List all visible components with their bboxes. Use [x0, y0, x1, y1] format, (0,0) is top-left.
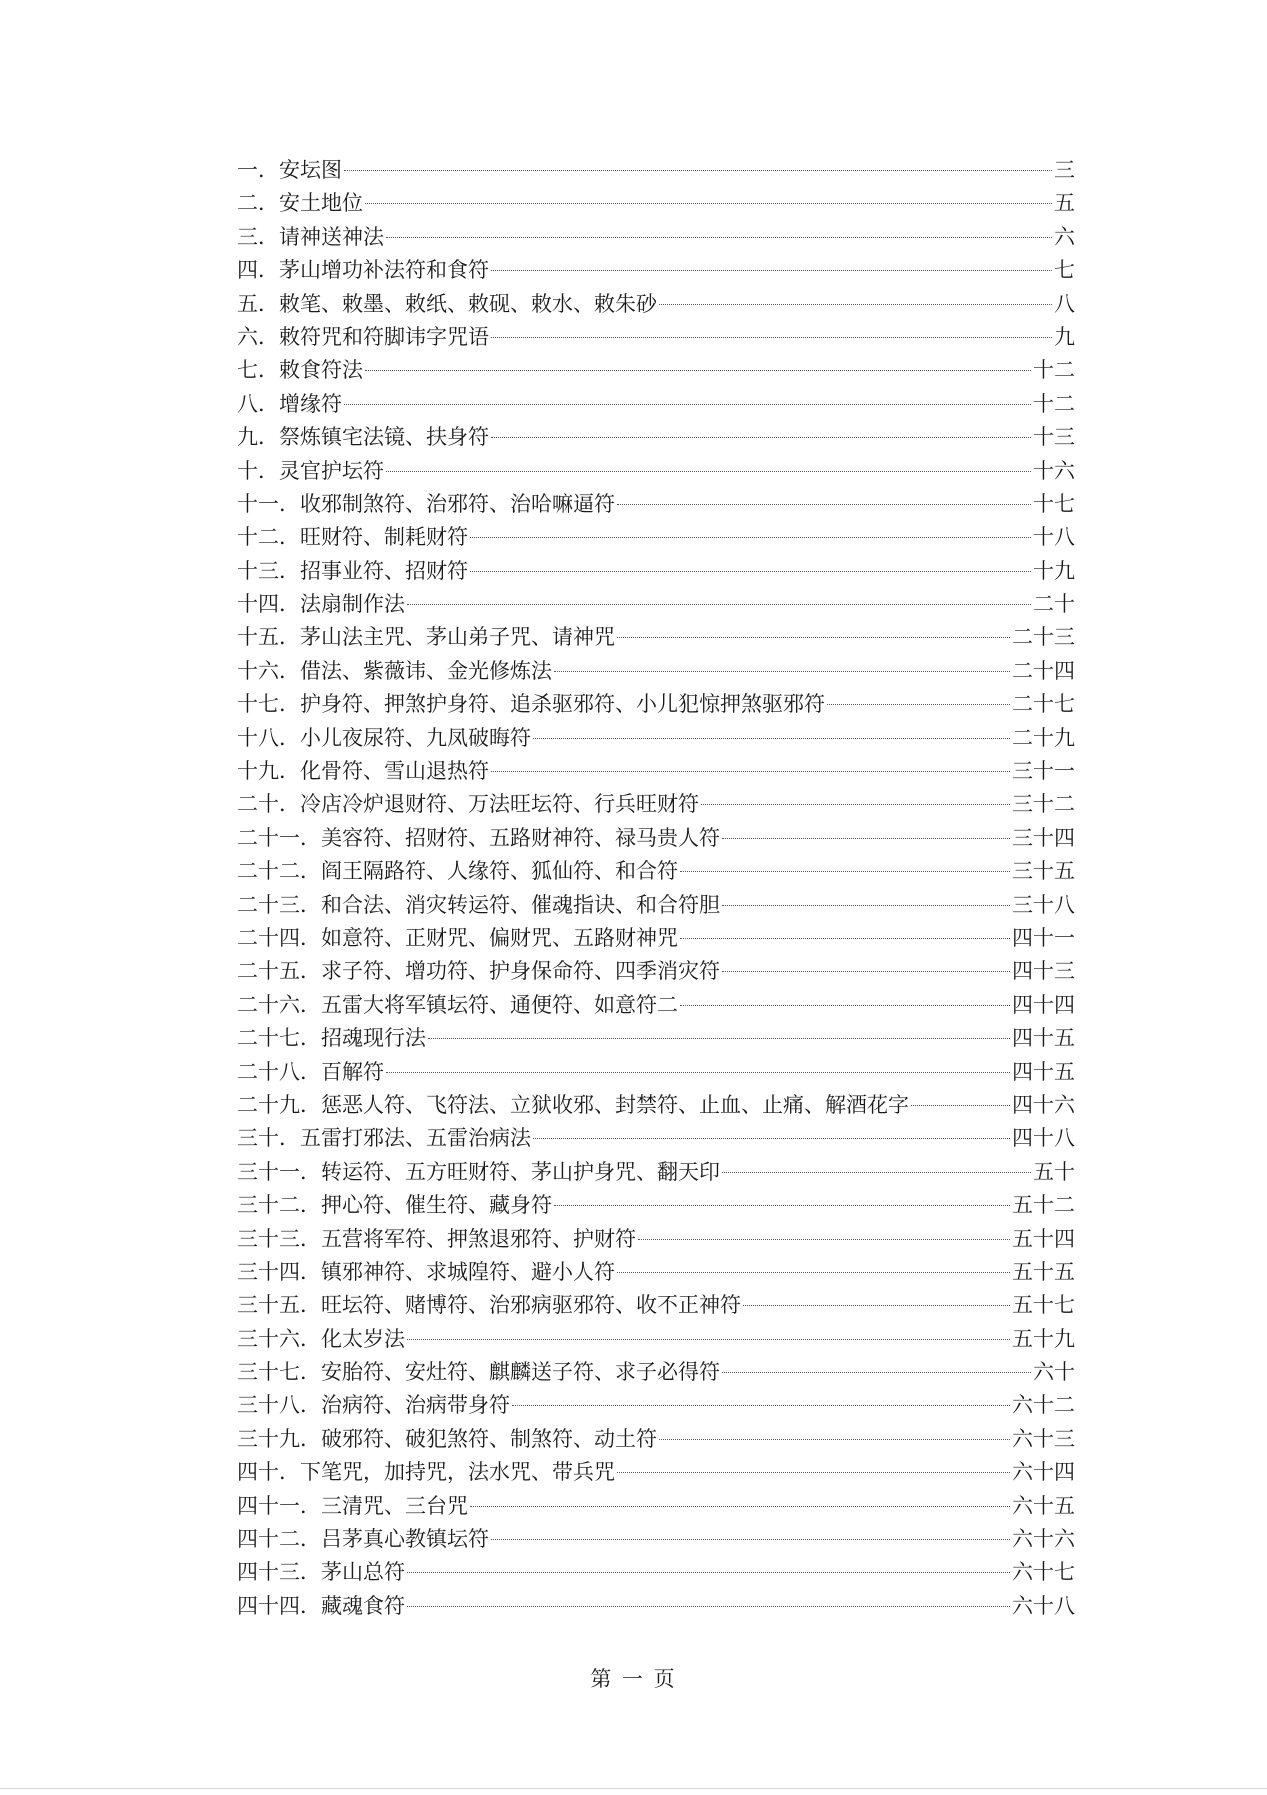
toc-entry-page-number: 五	[1054, 191, 1075, 216]
toc-dot-leader	[827, 704, 1010, 705]
toc-dot-leader	[470, 571, 1031, 572]
toc-entry-page-number: 三十四	[1012, 825, 1075, 850]
toc-entry[interactable]	[237, 1289, 1075, 1322]
toc-entry-page-number: 十二	[1033, 358, 1075, 383]
toc-entry-title: 四十二．吕茅真心教镇坛符	[237, 1527, 489, 1552]
toc-entry[interactable]	[237, 455, 1075, 488]
toc-entry[interactable]	[237, 1323, 1075, 1356]
toc-dot-leader	[386, 1072, 1010, 1073]
toc-entry-page-number: 十八	[1033, 525, 1075, 550]
toc-entry-page-number: 十六	[1033, 458, 1075, 483]
toc-entry-page-number: 四十一	[1012, 925, 1075, 950]
toc-entry[interactable]	[237, 1056, 1075, 1089]
toc-entry-page-number: 四十五	[1012, 1026, 1075, 1051]
toc-entry-page-number: 四十五	[1012, 1059, 1075, 1084]
toc-dot-leader	[344, 170, 1052, 171]
toc-entry-page-number: 五十四	[1012, 1226, 1075, 1251]
toc-entry-title: 四．茅山增功补法符和食符	[237, 258, 489, 283]
toc-dot-leader	[491, 771, 1010, 772]
toc-entry-title: 四十三．茅山总符	[237, 1560, 405, 1585]
toc-dot-leader	[491, 437, 1031, 438]
toc-entry[interactable]	[237, 722, 1075, 755]
toc-dot-leader	[491, 270, 1052, 271]
toc-dot-leader	[701, 804, 1010, 805]
toc-entry-page-number: 十七	[1033, 491, 1075, 516]
toc-dot-leader	[407, 1339, 1010, 1340]
toc-entry-page-number: 十三	[1033, 425, 1075, 450]
toc-entry[interactable]	[237, 1389, 1075, 1422]
toc-entry-title: 二十二．阎王隔路符、人缘符、狐仙符、和合符	[237, 859, 678, 884]
toc-entry-page-number: 五十二	[1012, 1193, 1075, 1218]
toc-entry-title: 三十三．五营将军符、押煞退邪符、护财符	[237, 1226, 636, 1251]
toc-dot-leader	[365, 203, 1052, 204]
toc-entry-title: 二十三．和合法、消灾转运符、催魂指诀、和合符胆	[237, 892, 720, 917]
toc-entry[interactable]	[237, 989, 1075, 1022]
toc-entry-page-number: 六十八	[1012, 1593, 1075, 1618]
toc-dot-leader	[407, 604, 1031, 605]
table-of-contents	[237, 154, 1075, 1623]
toc-dot-leader	[386, 237, 1052, 238]
toc-entry-page-number: 四十八	[1012, 1126, 1075, 1151]
toc-entry-page-number: 四十六	[1012, 1092, 1075, 1117]
toc-dot-leader	[533, 738, 1010, 739]
toc-entry-title: 一．安坛图	[237, 158, 342, 182]
toc-dot-leader	[617, 1272, 1010, 1273]
toc-dot-leader	[554, 671, 1010, 672]
toc-entry-title: 十一．收邪制煞符、治邪符、治哈嘛逼符	[237, 491, 615, 516]
toc-entry-page-number: 二十九	[1012, 725, 1075, 750]
toc-entry-title: 二十九．惩恶人符、飞符法、立狱收邪、封禁符、止血、止痛、解酒花字	[237, 1092, 909, 1117]
toc-entry-page-number: 六十三	[1012, 1426, 1075, 1451]
toc-entry-title: 十六．借法、紫薇讳、金光修炼法	[237, 658, 552, 683]
toc-dot-leader	[344, 404, 1031, 405]
toc-entry[interactable]	[237, 187, 1075, 220]
toc-dot-leader	[680, 1005, 1010, 1006]
toc-entry-page-number: 二十七	[1012, 692, 1075, 717]
toc-entry-title: 四十四．藏魂食符	[237, 1593, 405, 1618]
toc-dot-leader	[722, 1372, 1031, 1373]
toc-entry-title: 十二．旺财符、制耗财符	[237, 525, 468, 550]
toc-entry-title: 三十二．押心符、催生符、藏身符	[237, 1193, 552, 1218]
toc-entry-title: 十五．茅山法主咒、茅山弟子咒、请神咒	[237, 625, 615, 650]
page-bottom-border	[0, 1788, 1267, 1789]
toc-entry[interactable]	[237, 755, 1075, 788]
toc-entry[interactable]	[237, 1490, 1075, 1523]
toc-entry[interactable]	[237, 1523, 1075, 1556]
toc-dot-leader	[638, 1239, 1010, 1240]
toc-entry[interactable]	[237, 321, 1075, 354]
toc-entry-title: 二十一．美容符、招财符、五路财神符、禄马贵人符	[237, 825, 720, 850]
toc-dot-leader	[491, 1539, 1010, 1540]
toc-entry[interactable]	[237, 1189, 1075, 1222]
toc-entry[interactable]	[237, 521, 1075, 554]
toc-dot-leader	[365, 370, 1031, 371]
toc-entry[interactable]	[237, 1256, 1075, 1289]
toc-entry-title: 二十八．百解符	[237, 1059, 384, 1084]
toc-entry[interactable]	[237, 288, 1075, 321]
toc-entry-title: 三十六．化太岁法	[237, 1326, 405, 1351]
toc-dot-leader	[617, 1472, 1010, 1473]
page-footer: 第 一 页	[590, 1667, 677, 1691]
toc-entry-title: 三十八．治病符、治病带身符	[237, 1393, 510, 1418]
toc-entry-page-number: 四十四	[1012, 992, 1075, 1017]
toc-entry-page-number: 二十	[1033, 592, 1075, 617]
toc-entry-title: 五．敕笔、敕墨、敕纸、敕砚、敕水、敕朱砂	[237, 291, 657, 316]
toc-entry[interactable]	[237, 1456, 1075, 1489]
toc-dot-leader	[491, 337, 1052, 338]
toc-entry[interactable]	[237, 254, 1075, 287]
toc-entry-title: 六．敕符咒和符脚讳字咒语	[237, 324, 489, 349]
toc-entry-title: 二十七．招魂现行法	[237, 1026, 426, 1051]
toc-entry-page-number: 五十五	[1012, 1259, 1075, 1284]
toc-entry[interactable]	[237, 1590, 1075, 1623]
toc-entry-page-number: 三十五	[1012, 859, 1075, 884]
toc-entry-title: 十八．小儿夜尿符、九凤破晦符	[237, 725, 531, 750]
toc-dot-leader	[512, 1405, 1010, 1406]
toc-entry[interactable]	[237, 1356, 1075, 1389]
toc-entry-page-number: 五十九	[1012, 1326, 1075, 1351]
toc-dot-leader	[533, 1138, 1010, 1139]
toc-entry-title: 十七．护身符、押煞护身符、追杀驱邪符、小儿犯惊押煞驱邪符	[237, 692, 825, 717]
toc-dot-leader	[407, 1572, 1010, 1573]
toc-entry-page-number: 十二	[1033, 391, 1075, 416]
toc-entry[interactable]	[237, 421, 1075, 454]
toc-entry[interactable]	[237, 855, 1075, 888]
toc-entry-page-number: 六十四	[1012, 1460, 1075, 1485]
toc-entry-page-number: 三	[1054, 158, 1075, 182]
toc-dot-leader	[722, 838, 1010, 839]
toc-entry-page-number: 六十二	[1012, 1393, 1075, 1418]
toc-dot-leader	[680, 938, 1010, 939]
toc-dot-leader	[911, 1105, 1010, 1106]
toc-entry-title: 二十．冷店冷炉退财符、万法旺坛符、行兵旺财符	[237, 792, 699, 817]
toc-entry-title: 七．敕食符法	[237, 358, 363, 383]
toc-dot-leader	[554, 1205, 1010, 1206]
toc-entry[interactable]	[237, 221, 1075, 254]
toc-entry-title: 十四．法扇制作法	[237, 592, 405, 617]
toc-entry-page-number: 六	[1054, 224, 1075, 249]
toc-entry-title: 十三．招事业符、招财符	[237, 558, 468, 583]
toc-entry[interactable]	[237, 388, 1075, 421]
toc-dot-leader	[470, 537, 1031, 538]
toc-entry-title: 三十七．安胎符、安灶符、麒麟送子符、求子必得符	[237, 1360, 720, 1385]
toc-entry[interactable]	[237, 555, 1075, 588]
toc-entry[interactable]	[237, 488, 1075, 521]
toc-entry-title: 三十一．转运符、五方旺财符、茅山护身咒、翻天印	[237, 1159, 720, 1184]
toc-entry-page-number: 五十七	[1012, 1293, 1075, 1318]
toc-entry[interactable]	[237, 1089, 1075, 1122]
toc-entry-title: 四十一．三清咒、三台咒	[237, 1493, 468, 1518]
toc-dot-leader	[428, 1038, 1010, 1039]
toc-entry-title: 十九．化骨符、雪山退热符	[237, 759, 489, 784]
toc-dot-leader	[617, 504, 1031, 505]
toc-entry-title: 三十．五雷打邪法、五雷治病法	[237, 1126, 531, 1151]
toc-entry[interactable]	[237, 922, 1075, 955]
toc-entry[interactable]	[237, 822, 1075, 855]
toc-entry-page-number: 九	[1054, 324, 1075, 349]
toc-entry-page-number: 十九	[1033, 558, 1075, 583]
toc-dot-leader	[470, 1506, 1010, 1507]
toc-entry-title: 二十五．求子符、增功符、护身保命符、四季消灾符	[237, 959, 720, 984]
toc-dot-leader	[680, 871, 1010, 872]
toc-entry[interactable]	[237, 588, 1075, 621]
toc-entry-title: 二．安土地位	[237, 191, 363, 216]
toc-entry[interactable]	[237, 788, 1075, 821]
toc-dot-leader	[722, 971, 1010, 972]
toc-entry-page-number: 六十五	[1012, 1493, 1075, 1518]
toc-entry-page-number: 三十八	[1012, 892, 1075, 917]
toc-entry[interactable]	[237, 1022, 1075, 1055]
toc-entry-title: 二十四．如意符、正财咒、偏财咒、五路财神咒	[237, 925, 678, 950]
toc-entry[interactable]	[237, 1156, 1075, 1189]
toc-entry-page-number: 二十三	[1012, 625, 1075, 650]
toc-entry-title: 四十．下笔咒，加持咒，法水咒、带兵咒	[237, 1460, 615, 1485]
toc-entry[interactable]	[237, 955, 1075, 988]
toc-dot-leader	[386, 471, 1031, 472]
toc-entry-page-number: 四十三	[1012, 959, 1075, 984]
toc-dot-leader	[743, 1305, 1010, 1306]
toc-entry[interactable]	[237, 354, 1075, 387]
toc-entry-title: 三十五．旺坛符、赌博符、治邪病驱邪符、收不正神符	[237, 1293, 741, 1318]
toc-entry[interactable]	[237, 889, 1075, 922]
toc-entry[interactable]	[237, 621, 1075, 654]
toc-entry-title: 三十九．破邪符、破犯煞符、制煞符、动土符	[237, 1426, 657, 1451]
toc-entry[interactable]	[237, 1122, 1075, 1155]
toc-entry-page-number: 二十四	[1012, 658, 1075, 683]
toc-entry-page-number: 三十一	[1012, 759, 1075, 784]
toc-entry-title: 三十四．镇邪神符、求城隍符、避小人符	[237, 1259, 615, 1284]
toc-entry-title: 二十六．五雷大将军镇坛符、通便符、如意符二	[237, 992, 678, 1017]
toc-entry[interactable]	[237, 655, 1075, 688]
toc-entry-page-number: 六十七	[1012, 1560, 1075, 1585]
toc-entry-title: 三．请神送神法	[237, 224, 384, 249]
toc-entry[interactable]	[237, 1556, 1075, 1589]
toc-dot-leader	[659, 304, 1052, 305]
toc-entry-page-number: 三十二	[1012, 792, 1075, 817]
toc-entry-title: 九．祭炼镇宅法镜、扶身符	[237, 425, 489, 450]
toc-entry-title: 八．增缘符	[237, 391, 342, 416]
toc-dot-leader	[617, 637, 1010, 638]
toc-entry-title: 十．灵官护坛符	[237, 458, 384, 483]
toc-entry[interactable]	[237, 154, 1075, 187]
toc-dot-leader	[722, 1172, 1031, 1173]
toc-entry-page-number: 五十	[1033, 1159, 1075, 1184]
toc-entry[interactable]	[237, 688, 1075, 721]
toc-entry-page-number: 七	[1054, 258, 1075, 283]
toc-entry[interactable]	[237, 1223, 1075, 1256]
toc-entry-page-number: 八	[1054, 291, 1075, 316]
toc-dot-leader	[722, 905, 1010, 906]
toc-entry[interactable]	[237, 1423, 1075, 1456]
toc-dot-leader	[407, 1606, 1010, 1607]
toc-entry-page-number: 六十	[1033, 1360, 1075, 1385]
toc-entry-page-number: 六十六	[1012, 1527, 1075, 1552]
toc-dot-leader	[659, 1439, 1010, 1440]
